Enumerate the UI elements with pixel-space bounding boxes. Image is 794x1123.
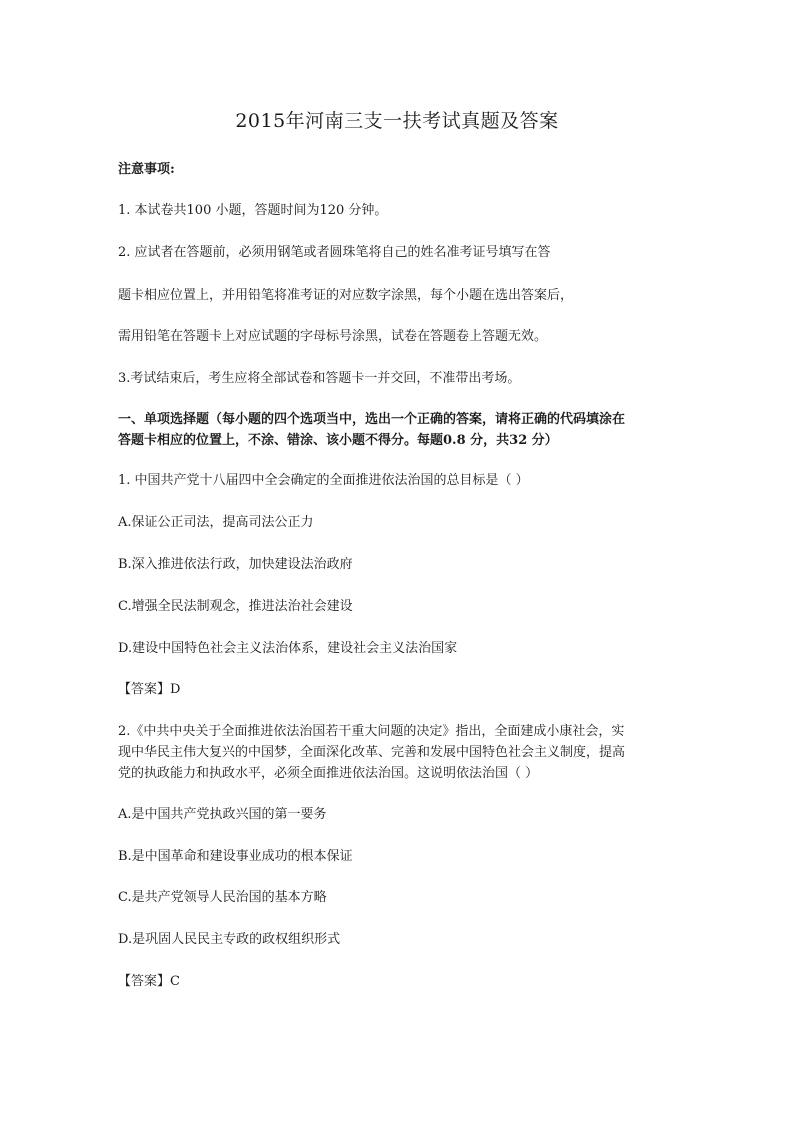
q2-answer: 【答案】C (118, 974, 180, 989)
q1-option-c: C.增强全民法制观念，推进法治社会建设 (118, 599, 353, 614)
notice-line-2: 2. 应试者在答题前，必须用钢笔或者圆珠笔将自己的姓名准考证号填写在答 (118, 245, 551, 260)
q2-option-d: D.是巩固人民民主专政的政权组织形式 (118, 932, 341, 947)
q2-stem-line-3: 党的执政能力和执政水平，必须全面推进依法治国。这说明依法治国（ ） (118, 766, 539, 781)
notice-line-4: 需用铅笔在答题卡上对应试题的字母标号涂黑，试卷在答题卷上答题无效。 (118, 329, 548, 344)
notice-line-3: 题卡相应位置上，并用铅笔将准考证的对应数字涂黑，每个小题在选出答案后， (118, 288, 574, 303)
q1-option-a: A.保证公正司法，提高司法公正力 (118, 515, 314, 530)
q2-stem-line-2: 现中华民主伟大复兴的中国梦，全面深化改革、完善和发展中国特色社会主义制度，提高 (118, 745, 626, 760)
q1-option-b: B.深入推进依法行政，加快建设法治政府 (118, 557, 353, 572)
q2-option-b: B.是中国革命和建设事业成功的根本保证 (118, 849, 353, 864)
q1-answer: 【答案】D (118, 682, 181, 697)
q2-option-a: A.是中国共产党执政兴国的第一要务 (118, 807, 327, 822)
q2-stem-line-1: 2.《中共中央关于全面推进依法治国若干重大问题的决定》指出，全面建成小康社会，实 (118, 724, 625, 739)
q2-option-c: C.是共产党领导人民治国的基本方略 (118, 890, 327, 905)
document-title: 2015年河南三支一扶考试真题及答案 (235, 110, 559, 132)
section-heading-line-2: 答题卡相应的位置上，不涂、错涂、该小题不得分。每题0.8 分，共32 分） (118, 433, 558, 448)
section-heading-line-1: 一、单项选择题（每小题的四个选项当中，选出一个正确的答案，请将正确的代码填涂在 (118, 412, 626, 427)
notice-heading: 注意事项: (118, 162, 175, 177)
q1-stem: 1. 中国共产党十八届四中全会确定的全面推进依法治国的总目标是（ ） (118, 473, 529, 488)
q1-option-d: D.建设中国特色社会主义法治体系，建设社会主义法治国家 (118, 641, 458, 656)
notice-line-5: 3.考试结束后，考生应将全部试卷和答题卡一并交回，不准带出考场。 (118, 371, 521, 386)
notice-line-1: 1. 本试卷共100 小题，答题时间为120 分钟。 (118, 203, 388, 218)
